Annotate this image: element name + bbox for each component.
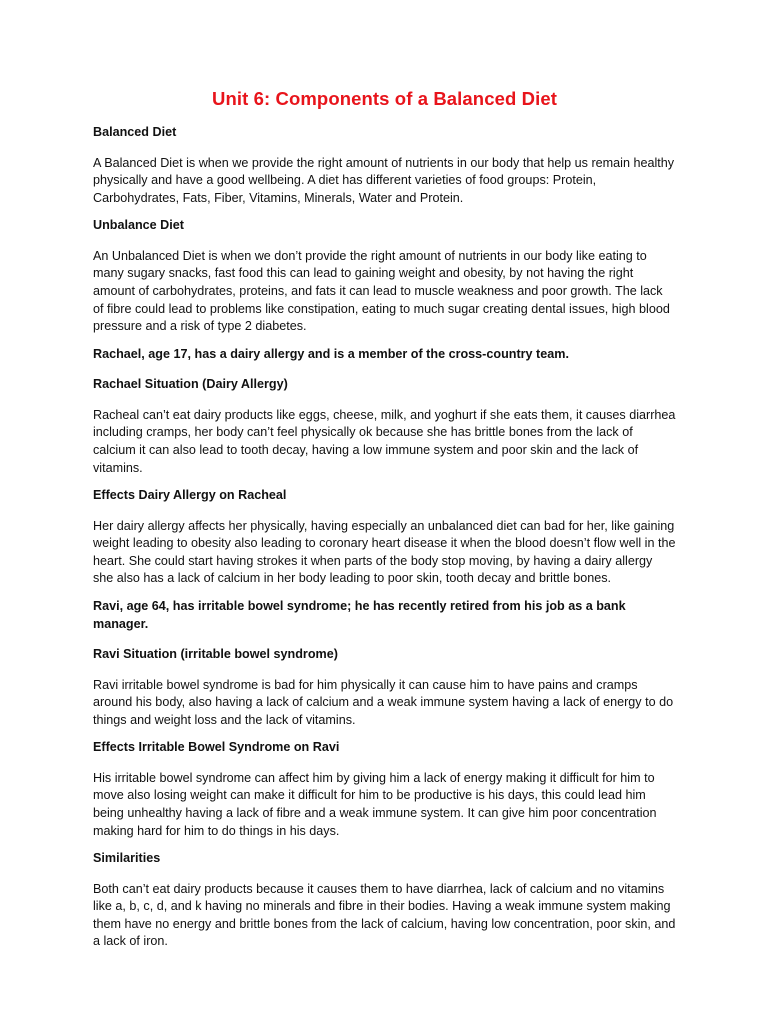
heading-unbalance-diet: Unbalance Diet (93, 218, 184, 233)
heading-ravi-profile: Ravi, age 64, has irritable bowel syndrome; he has recently retired from his job as a bank manager. (93, 599, 626, 631)
heading-balanced-diet: Balanced Diet (93, 125, 177, 139)
heading-rachael-situation: Rachael Situation (Dairy Allergy) (93, 377, 288, 392)
heading-ravi-situation: Ravi Situation (irritable bowel syndrome) (93, 647, 338, 661)
paragraph-effects-dairy-allergy: Her dairy allergy affects her physically, having especially an unbalanced diet can bad for her, like gaining weight leading to obesity also leading to coronary heart disease it when the blood doesn’t flow well in the heart. She could start having strokes it when parts of the body stop moving, by having a dairy allergy she also has a lack of calcium in her body leading to poor skin, tooth decay and brittle bones. (93, 518, 676, 586)
paragraph-effects-ibs: His irritable bowel syndrome can affect him by giving him a lack of energy making it difficult for him to move also losing weight can make it difficult for him to be productive is his days, this could lead him being unhealthy having a lack of fibre and a weak immune system. It can give him poor concentration making hard for him to do things in his days. (93, 770, 657, 838)
heading-effects-dairy-allergy: Effects Dairy Allergy on Racheal (93, 488, 287, 503)
paragraph-ravi-situation: Ravi irritable bowel syndrome is bad for him physically it can cause him to have pains and cramps around his body, also having a lack of calcium and a weak immune system having a lack of energy to do things and weight loss and the lack of vitamins. (93, 677, 674, 727)
heading-effects-ibs: Effects Irritable Bowel Syndrome on Ravi (93, 740, 340, 755)
paragraph-rachael-situation: Racheal can’t eat dairy products like eggs, cheese, milk, and yoghurt if she eats them, it causes diarrhea including cramps, her body can’t feel physically ok because she has brittle bones from the lack of calcium it can also lead to tooth decay, having a low immune system and poor skin and the lack of vitamins. (93, 407, 676, 475)
paragraph-balanced-diet: A Balanced Diet is when we provide the right amount of nutrients in our body that help us remain healthy physically and have a good wellbeing. A diet has different varieties of food groups: Protein, Carbohydrates, Fats, Fiber, Vitamins, Minerals, Water and Protein. (93, 155, 675, 205)
heading-similarities: Similarities (93, 851, 161, 866)
heading-rachael-profile: Rachael, age 17, has a dairy allergy and is a member of the cross-country team. (93, 346, 569, 361)
document-title: Unit 6: Components of a Balanced Diet (212, 88, 557, 109)
paragraph-unbalance-diet: An Unbalanced Diet is when we don’t provide the right amount of nutrients in our body like eating to many sugary snacks, fast food this can lead to gaining weight and obesity, by not having the right amount of carbohydrates, proteins, and fats it can lead to muscle weakness and poor growth. The lack of fibre could lead to problems like constipation, eating to much sugar creating dental issues, high blood pressure and a risk of type 2 diabetes. (93, 248, 670, 334)
paragraph-similarities: Both can’t eat dairy products because it causes them to have diarrhea, lack of calcium and no vitamins like a, b, c, d, and k having no minerals and fibre in their bodies. Having a weak immune system making them have no energy and brittle bones from the lack of calcium, having low concentration, poor skin, and a lack of iron. (93, 881, 676, 949)
